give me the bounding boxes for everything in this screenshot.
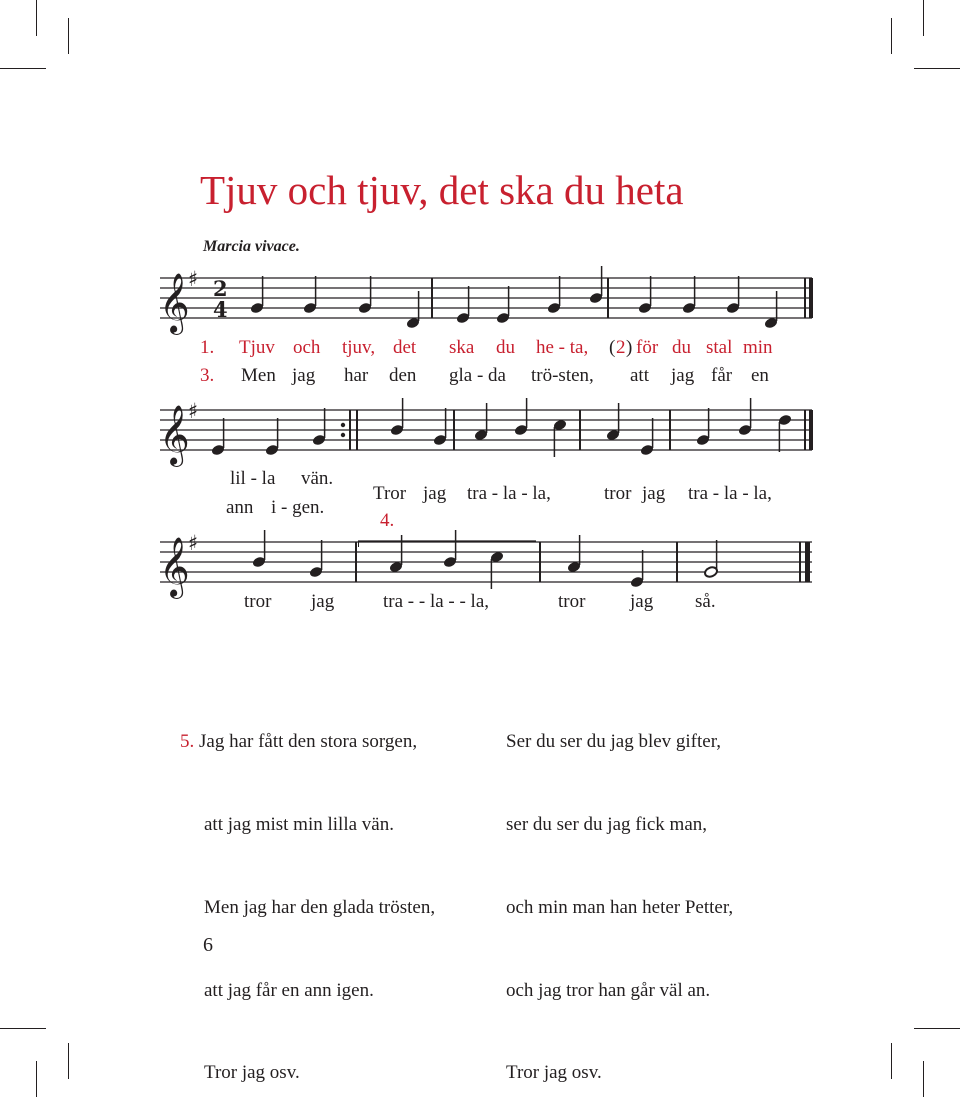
sharp-icon: ♯: [188, 267, 199, 291]
lyric-syllable: Tjuv: [239, 337, 275, 358]
lyric-syllable: får: [711, 365, 733, 386]
lyric-syllable: min: [743, 337, 773, 358]
crop-mark: [923, 1061, 924, 1097]
lyric-syllable: vän.: [301, 468, 334, 489]
verse-5-block: [180, 673, 435, 1115]
sharp-icon: ♯: [188, 399, 199, 423]
verse-line: och jag tror han går väl an.: [506, 979, 711, 1001]
time-signature-top: 2: [213, 276, 228, 301]
lyric-syllable: du: [672, 337, 691, 358]
lyric-syllable: har: [344, 365, 369, 386]
crop-mark: [68, 1043, 69, 1079]
crop-mark: [68, 18, 69, 54]
verse-line: och min man han heter Petter,: [506, 896, 734, 918]
lyric-syllable: jag: [311, 591, 335, 612]
treble-clef-icon: 𝄞: [159, 273, 190, 333]
tempo-marking: Marcia vivace.: [203, 238, 300, 255]
verse-line: att jag får en ann igen.: [204, 979, 374, 1001]
lyric-verse-marker: 2: [616, 337, 626, 358]
verse-line-text: Jag har fått den stora sorgen,: [199, 731, 418, 753]
lyric-syllable: att: [630, 365, 649, 386]
verse-line: Men jag har den glada trösten,: [204, 896, 436, 918]
verse-line: Tror jag osv.: [204, 1062, 300, 1084]
lyric-paren: ): [626, 337, 633, 358]
treble-clef-icon: 𝄞: [159, 537, 190, 597]
lyric-syllable: Men: [241, 365, 276, 386]
lyric-syllable: trö-sten,: [531, 365, 594, 386]
verse-number: 1.: [200, 337, 215, 358]
treble-clef-icon: 𝄞: [159, 405, 190, 465]
lyric-syllable: tra - - la - - la,: [383, 591, 490, 612]
lyric-syllable: för: [636, 337, 659, 358]
verse-line: att jag mist min lilla vän.: [204, 813, 394, 835]
lyric-syllable: jag: [630, 591, 654, 612]
lyric-syllable: jag: [292, 365, 316, 386]
lyric-syllable: tror: [244, 591, 272, 612]
lyric-syllable: ska: [449, 337, 475, 358]
verse-number: 3.: [200, 365, 215, 386]
crop-mark: [36, 0, 37, 36]
crop-mark: [891, 1043, 892, 1079]
crop-mark: [914, 1028, 960, 1029]
lyric-syllable: tror: [604, 483, 632, 504]
staff-system-1: [160, 262, 816, 336]
lyric-syllable: tror: [558, 591, 586, 612]
verse-right-block: [506, 673, 733, 1115]
sharp-icon: ♯: [188, 531, 199, 555]
crop-mark: [891, 18, 892, 54]
staff-system-2: [160, 394, 816, 468]
lyric-syllable: tjuv,: [342, 337, 376, 358]
lyric-syllable: en: [751, 365, 769, 386]
lyric-syllable: jag: [642, 483, 666, 504]
lyric-syllable: så.: [695, 591, 716, 612]
verse-line: ser du ser du jag fick man,: [506, 813, 708, 835]
lyric-syllable: jag: [671, 365, 695, 386]
lyric-syllable: i - gen.: [271, 497, 325, 518]
lyric-syllable: he - ta,: [536, 337, 589, 358]
verse-number: 5.: [180, 731, 195, 753]
song-title: Tjuv och tjuv, det ska du heta: [200, 167, 684, 213]
lyric-syllable: ann: [226, 497, 254, 518]
lyric-syllable: jag: [423, 483, 447, 504]
lyric-syllable: Tror: [373, 483, 407, 504]
lyric-syllable: den: [389, 365, 417, 386]
crop-mark: [923, 0, 924, 36]
crop-mark: [914, 68, 960, 69]
time-signature-bottom: 4: [213, 297, 228, 322]
lyric-syllable: tra - la - la,: [688, 483, 772, 504]
lyric-syllable: lil - la: [230, 468, 276, 489]
crop-mark: [0, 1028, 46, 1029]
lyric-syllable: stal: [706, 337, 733, 358]
lyric-syllable: och: [293, 337, 321, 358]
verse-line: [180, 728, 435, 756]
verse-line: Ser du ser du jag blev gifter,: [506, 731, 722, 753]
lyric-syllable: det: [393, 337, 417, 358]
lyric-syllable: du: [496, 337, 515, 358]
page-number: 6: [203, 934, 213, 956]
staff-system-3: [160, 526, 816, 600]
verse-marker-4: 4.: [380, 510, 395, 531]
lyric-syllable: tra - la - la,: [467, 483, 551, 504]
verse-line: Tror jag osv.: [506, 1062, 602, 1084]
crop-mark: [36, 1061, 37, 1097]
crop-mark: [0, 68, 46, 69]
lyric-paren: (: [609, 337, 616, 358]
lyric-syllable: gla - da: [449, 365, 506, 386]
